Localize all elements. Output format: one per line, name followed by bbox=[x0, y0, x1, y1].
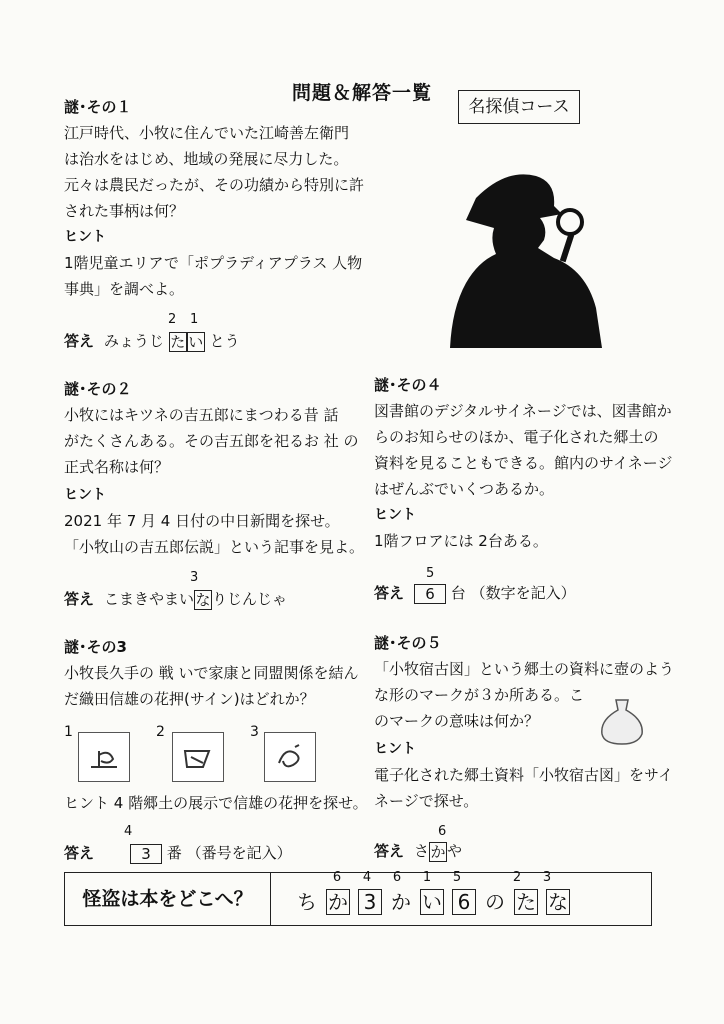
vase-icon bbox=[594, 696, 650, 746]
q4-text: 図書館のデジタルサイネージでは、図書館か らのお知らせのほか、電子化された郷土の 資料を見ることもできる。館内のサイネージ はぜんぶでいくつあるか。 bbox=[374, 402, 673, 498]
final-number-row: 6 4 6 1 5 2 3 bbox=[332, 870, 552, 885]
final-question: 怪盗は本をどこへ？ bbox=[64, 872, 271, 926]
q4-num: 5 bbox=[426, 566, 435, 581]
q3-answer: 答え 3 番 （番号を記入） bbox=[64, 844, 292, 863]
course-label: 名探偵コース bbox=[458, 90, 580, 124]
q2-hint-label: ヒント bbox=[64, 487, 106, 503]
q4-answer-box: 6 bbox=[414, 584, 446, 604]
q2-num: 3 bbox=[190, 570, 199, 585]
q5-num: 6 bbox=[438, 824, 447, 839]
kao-option-3 bbox=[264, 732, 316, 782]
option-2-label: 2 bbox=[156, 724, 165, 740]
q5-text: 「小牧宿古図」という郷土の資料に壺のよう な形のマークが３か所ある。こ のマークの意味は何か？ bbox=[374, 660, 675, 730]
q1-hint-text: 1階児童エリアで「ポプラディアプラス 人物 事典」を調べよ。 bbox=[64, 254, 363, 298]
kao-option-2 bbox=[172, 732, 224, 782]
kao-option-1 bbox=[78, 732, 130, 782]
q3-answer-box: 3 bbox=[130, 844, 162, 864]
q2-answer-box: な bbox=[195, 590, 211, 609]
q1-text: 江戸時代、小牧に住んでいた江崎善左衛門 は治水をはじめ、地域の発展に尽力した。 元々は農民だったが、その功績から特別に許 された事柄は何？ bbox=[64, 124, 365, 220]
q2-hint-text: 2021 年 7 月 4 日付の中日新聞を探せ。 「小牧山の吉五郎伝説」という記事を見よ。 bbox=[64, 512, 365, 556]
q2-answer: 答え こまきやまいな りじんじゃ bbox=[64, 590, 288, 609]
q5-answer-box: か bbox=[430, 842, 446, 861]
q5-hint-text: 電子化された郷土資料「小牧宿古図」をサイ ネージで探せ。 bbox=[374, 766, 673, 810]
q4-hint-label: ヒント bbox=[374, 507, 416, 523]
q3-hint-text: ヒント 4 階郷土の展示で信雄の花押を探せ。 bbox=[64, 794, 368, 812]
q2-heading: 謎･その２ bbox=[64, 380, 132, 398]
detective-silhouette-icon bbox=[436, 158, 616, 348]
final-answer-chars: ち か 3 か い 6 の た な bbox=[297, 890, 568, 914]
option-3-label: 3 bbox=[250, 724, 259, 740]
q4-answer: 答え 6 台 （数字を記入） bbox=[374, 584, 576, 603]
q2-text: 小牧にはキツネの吉五郎にまつわる昔 話 がたくさんある。その吉五郎を祀るお 社 の 正式名称は何？ bbox=[64, 406, 359, 476]
q1-answer-box-1: た bbox=[170, 332, 186, 351]
q3-num: 4 bbox=[124, 824, 133, 839]
q1-answer-box-2: い bbox=[188, 332, 204, 351]
q5-heading: 謎･その５ bbox=[374, 634, 442, 652]
q1-heading: 謎･その１ bbox=[64, 98, 132, 116]
q1-num-2: 1 bbox=[190, 312, 199, 327]
q1-answer: 答え みょうじ た い とう bbox=[64, 332, 240, 351]
option-1-label: 1 bbox=[64, 724, 73, 740]
q1-num-1: 2 bbox=[168, 312, 177, 327]
q5-hint-label: ヒント bbox=[374, 741, 416, 757]
q1-hint-label: ヒント bbox=[64, 229, 106, 245]
q3-heading: 謎･その3 bbox=[64, 638, 127, 656]
q5-answer: 答え さか や bbox=[374, 842, 463, 861]
page-title: 問題＆解答一覧 bbox=[291, 82, 432, 104]
q4-heading: 謎･その４ bbox=[374, 376, 442, 394]
q3-text: 小牧長久手の 戦 いで家康と同盟関係を結ん だ織田信雄の花押(サイン)はどれか？ bbox=[64, 664, 359, 708]
q4-hint-text: 1階フロアには 2台ある。 bbox=[374, 532, 548, 550]
